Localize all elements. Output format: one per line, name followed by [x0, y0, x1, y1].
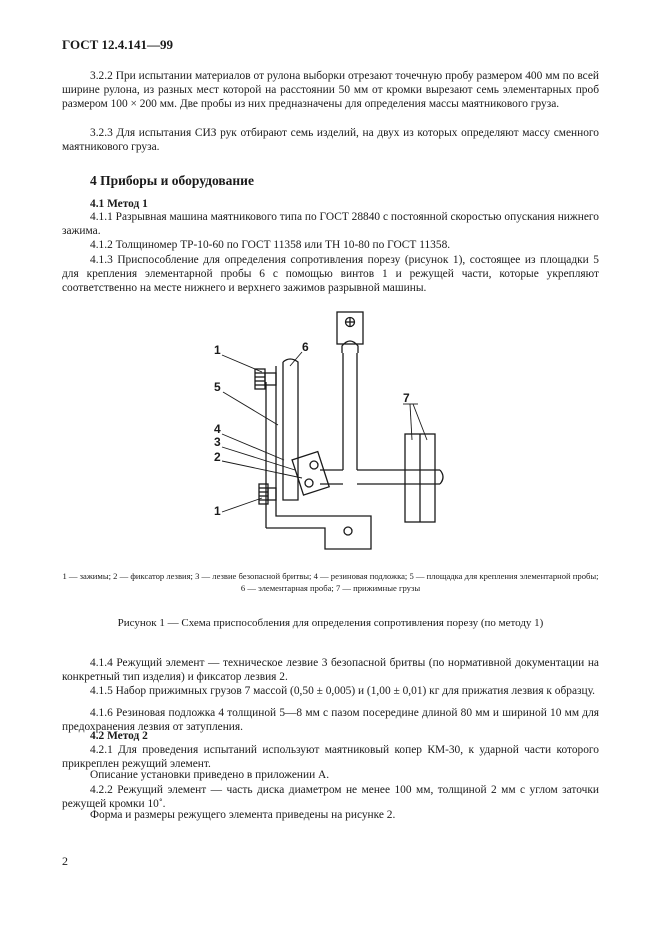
leader-1-top [222, 355, 262, 372]
upper-clamp-screw [255, 369, 265, 389]
label-6: 6 [302, 340, 309, 354]
paragraph-4-1-2: 4.1.2 Толщиномер ТР-10-60 по ГОСТ 11358 или ТН 10-80 по ГОСТ 11358. [90, 239, 451, 251]
sample-platform [266, 366, 371, 549]
paragraph-3-2-2: 3.2.2 При испытании материалов от рулона выборки отрезают точечную пробу размером 400 мм по всей ширине рулона, из разных мест которой на расстоянии 50 мм от кромки вырезают семь элементарных проб размером 100 × 200 мм. Две пробы из них предназначены для определения массы маятникового груза. [62, 70, 599, 110]
paragraph-4-2-1: 4.2.1 Для проведения испытаний используют маятниковый копер КМ-30, к ударной части которого прикреплен режущий элемент. [62, 744, 599, 770]
paragraph-4-1-1: 4.1.1 Разрывная машина маятникового типа по ГОСТ 28840 с постоянной скоростью опускания нижнего зажима. [62, 211, 599, 237]
leader-2 [222, 461, 302, 478]
top-bracket [342, 341, 358, 353]
holder-screw-icon-2 [305, 479, 313, 487]
document-header: ГОСТ 12.4.141—99 [62, 37, 174, 52]
label-1-bottom: 1 [214, 504, 221, 518]
paragraph-3-2-3: 3.2.3 Для испытания СИЗ рук отбирают семь изделий, на двух из которых определяют массу сменного маятникового груза. [62, 127, 599, 153]
top-clamp-block [337, 312, 363, 344]
platform-screw-icon [344, 527, 352, 535]
figure-1-diagram [0, 300, 661, 565]
label-2: 2 [214, 450, 221, 464]
sample-strip [283, 359, 298, 500]
leader-1-bottom [222, 498, 262, 512]
paragraph-4-2-2: 4.2.2 Режущий элемент — часть диска диаметром не менее 100 мм, толщиной 2 мм с углом заточки режущей кромки 10˚. [62, 784, 599, 810]
label-4: 4 [214, 422, 221, 436]
paragraph-annex-note: Описание установки приведено в приложении А. [90, 769, 330, 781]
paragraph-4-1-4: 4.1.4 Режущий элемент — техническое лезвие 3 безопасной бритвы (по нормативной документации на конкретный тип изделия) и фиксатор лезвия 2. [62, 657, 599, 683]
section-title: 4 Приборы и оборудование [90, 173, 254, 188]
label-7: 7 [403, 391, 410, 405]
label-5: 5 [214, 380, 221, 394]
paragraph-4-1-6: 4.1.6 Резиновая подложка 4 толщиной 5—8 мм с пазом посередине длиной 80 мм и шириной 10 мм для предохранения лезвия от затупления. [62, 707, 599, 733]
leader-5 [223, 392, 278, 425]
figure-caption: Рисунок 1 — Схема приспособления для определения сопротивления порезу (по методу 1) [117, 617, 544, 629]
method1-title: 4.1 Метод 1 [90, 198, 148, 210]
page-number: 2 [62, 854, 68, 868]
label-3: 3 [214, 435, 221, 449]
leader-3 [222, 447, 295, 470]
paragraph-4-1-3: 4.1.3 Приспособление для определения сопротивления порезу (рисунок 1), состоящее из площадки 5 для крепления элементарной пробы 6 с помощью винтов 1 и режущей части, которые укрепляют соответственно на месте нижнего и верхнего зажимов разрывной машины. [62, 254, 599, 294]
holder-screw-icon [310, 461, 318, 469]
method2-title: 4.2 Метод 2 [90, 730, 148, 742]
paragraph-4-1-5: 4.1.5 Набор прижимных грузов 7 массой (0,50 ± 0,005) и (1,00 ± 0,01) кг для прижатия лезвия к образцу. [90, 685, 596, 697]
label-1-top: 1 [214, 343, 221, 357]
figure-legend: 1 — зажимы; 2 — фиксатор лезвия; 3 — лезвие безопасной бритвы; 4 — резиновая подложка; 5 — площадка для крепления элементарной пробы; 6 — элементарная проба; 7 — прижимные грузы [62, 571, 599, 593]
paragraph-figure2-note: Форма и размеры режущего элемента приведены на рисунке 2. [90, 809, 396, 821]
leader-4 [222, 434, 284, 460]
